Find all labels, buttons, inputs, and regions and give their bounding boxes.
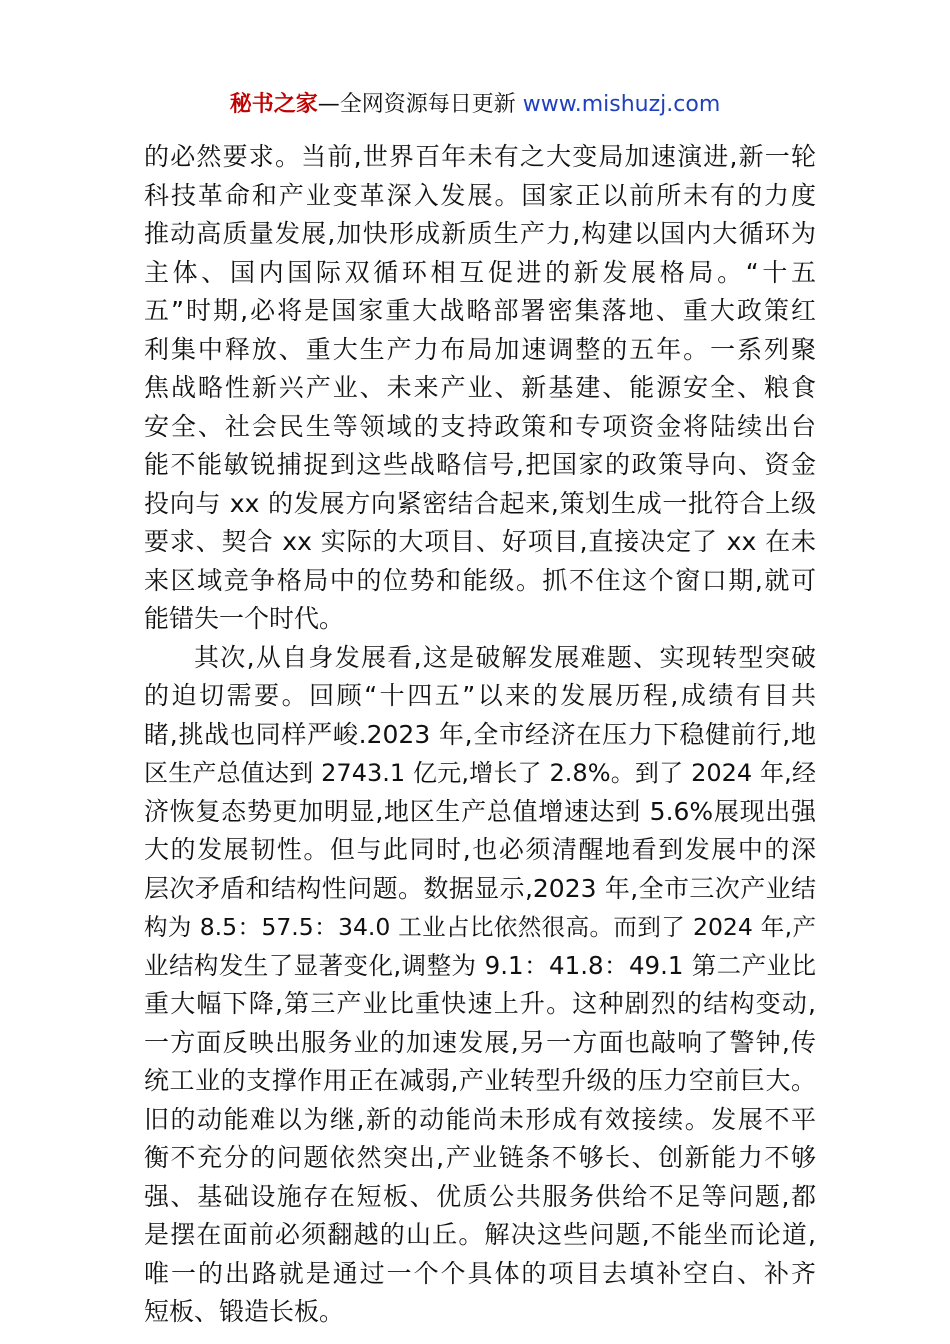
site-url-link[interactable]: www.mishuzj.com: [522, 92, 721, 117]
text-line: 推动高质量发展,加快形成新质生产力,构建以国内大循环为: [144, 219, 816, 248]
text-line: 睹,挑战也同样严峻.2023 年,全市经济在压力下稳健前行,地: [144, 719, 816, 749]
text-line: 济恢复态势更加明显,地区生产总值增速达到 5.6%展现出强: [144, 796, 816, 826]
text-line: 是摆在面前必须翻越的山丘。解决这些问题,不能坐而论道,: [144, 1220, 816, 1249]
text-line: 大的发展韧性。但与此同时,也必须清醒地看到发展中的深: [144, 835, 816, 864]
document-body: [144, 138, 816, 1332]
text-line: 业结构发生了显著变化,调整为 9.1：41.8：49.1 第二产业比: [144, 950, 816, 980]
site-header: [0, 88, 950, 122]
header-tagline: —全网资源每日更新: [317, 92, 516, 117]
paragraph-2: [144, 639, 816, 1332]
text-line: 的迫切需要。回顾“十四五”以来的发展历程,成绩有目共: [144, 681, 816, 710]
text-line: 区生产总值达到 2743.1 亿元,增长了 2.8%。到了 2024 年,经: [144, 759, 816, 787]
text-line: 层次矛盾和结构性问题。数据显示,2023 年,全市三次产业结: [144, 873, 816, 903]
text-line: 其次,从自身发展看,这是破解发展难题、实现转型突破: [194, 642, 816, 672]
brand-name: 秘书之家: [229, 92, 318, 117]
text-line: 统工业的支撑作用正在减弱,产业转型升级的压力空前巨大。: [144, 1066, 816, 1095]
text-line: 安全、社会民生等领域的支持政策和专项资金将陆续出台: [144, 411, 816, 441]
text-line: 主体、国内国际双循环相互促进的新发展格局。“十五: [144, 257, 816, 287]
text-line: 短板、锻造长板。: [144, 1297, 345, 1326]
text-line: 强、基础设施存在短板、优质公共服务供给不足等问题,都: [144, 1181, 816, 1211]
text-line: 焦战略性新兴产业、未来产业、新基建、能源安全、粮食: [144, 373, 816, 402]
text-line: 投向与 xx 的发展方向紧密结合起来,策划生成一批符合上级: [144, 488, 816, 518]
text-line: 唯一的出路就是通过一个个具体的项目去填补空白、补齐: [144, 1258, 816, 1288]
text-line: 的必然要求。当前,世界百年未有之大变局加速演进,新一轮: [144, 142, 816, 171]
text-line: 衡不充分的问题依然突出,产业链条不够长、创新能力不够: [144, 1143, 816, 1172]
text-line: 科技革命和产业变革深入发展。国家正以前所未有的力度: [144, 180, 816, 210]
text-line: 来区域竞争格局中的位势和能级。抓不住这个窗口期,就可: [144, 565, 816, 595]
text-line: 五”时期,必将是国家重大战略部署密集落地、重大政策红: [144, 296, 816, 325]
text-line: 旧的动能难以为继,新的动能尚未形成有效接续。发展不平: [144, 1104, 816, 1134]
text-line: 要求、契合 xx 实际的大项目、好项目,直接决定了 xx 在未: [144, 527, 816, 556]
text-line: 重大幅下降,第三产业比重快速上升。这种剧烈的结构变动,: [144, 989, 816, 1018]
text-line: 能错失一个时代。: [144, 604, 345, 633]
text-line: 构为 8.5：57.5：34.0 工业占比依然很高。而到了 2024 年,产: [144, 913, 816, 941]
text-line: 利集中释放、重大生产力布局加速调整的五年。一系列聚: [144, 334, 816, 364]
paragraph-1: [144, 138, 816, 639]
text-line: 一方面反映出服务业的加速发展,另一方面也敲响了警钟,传: [144, 1027, 816, 1057]
text-line: 能不能敏锐捕捉到这些战略信号,把国家的政策导向、资金: [144, 450, 816, 479]
